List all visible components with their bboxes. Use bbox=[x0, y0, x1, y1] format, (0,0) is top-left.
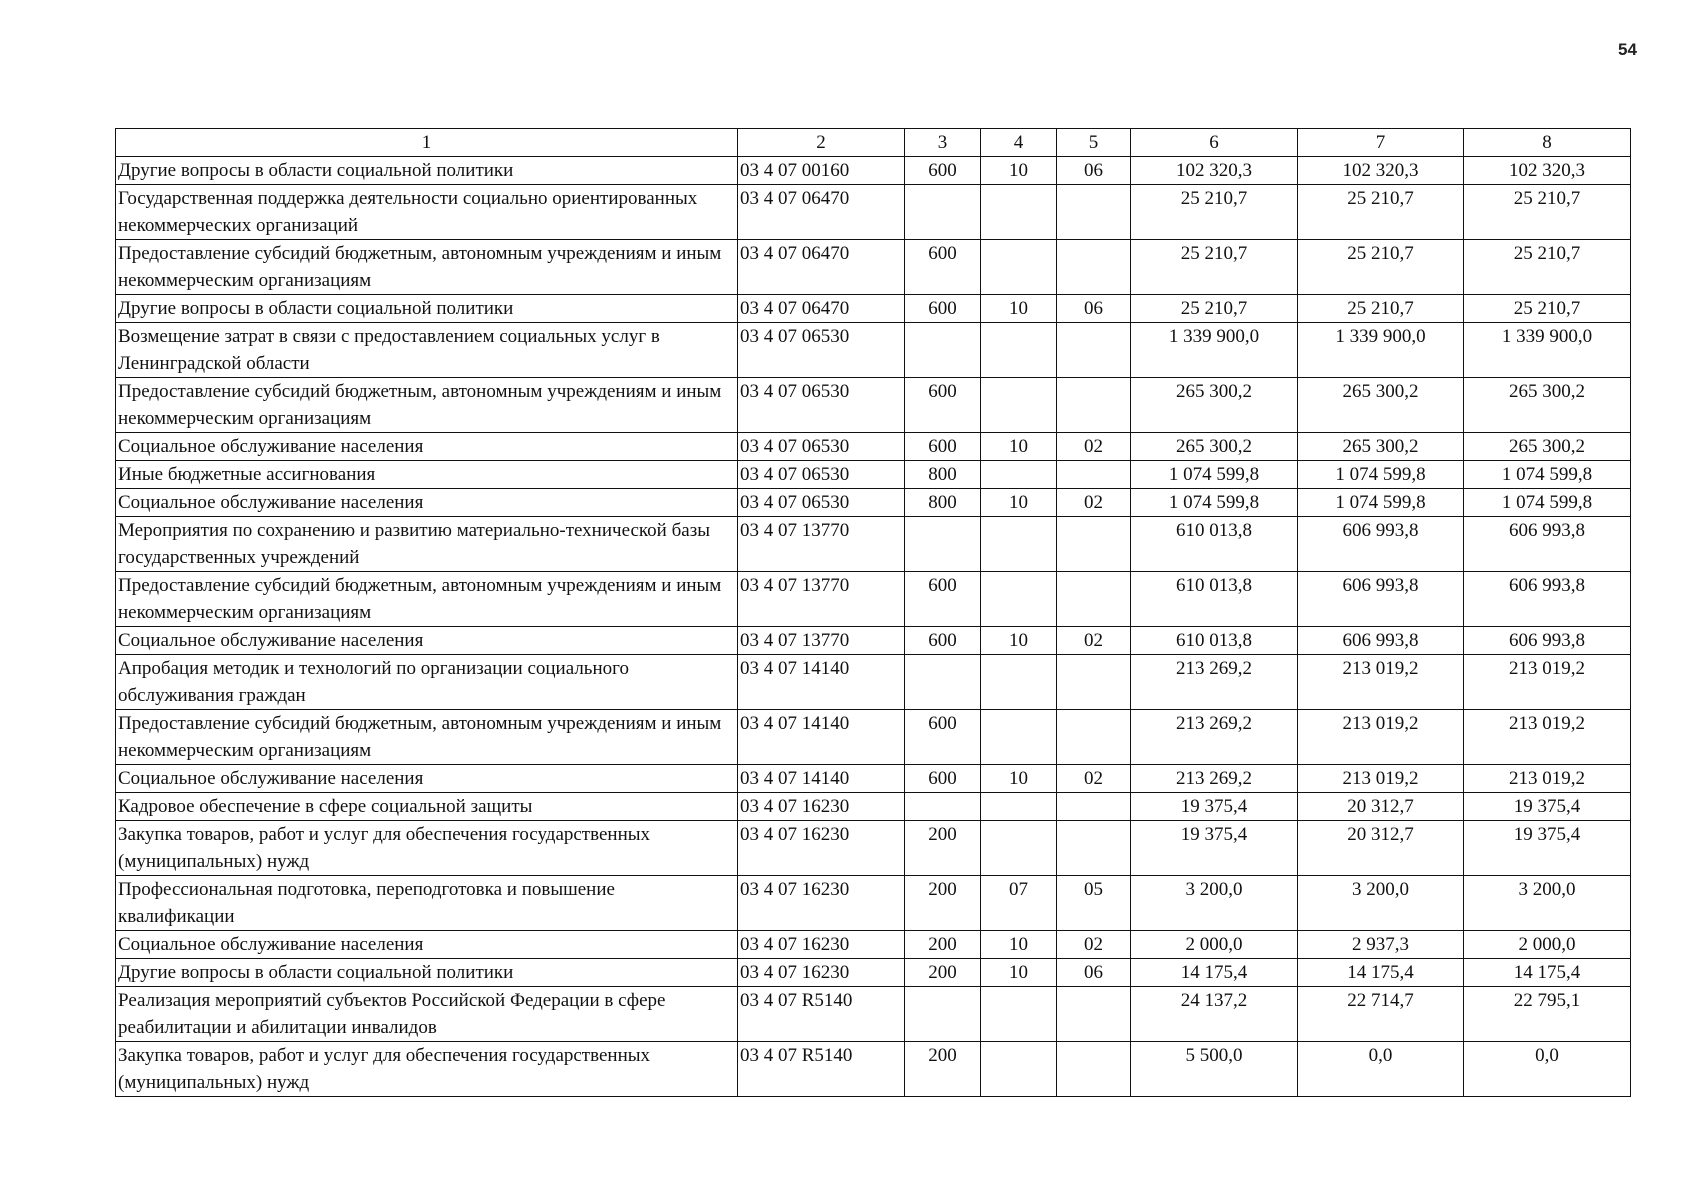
cell-amount-col8: 25 210,7 bbox=[1464, 240, 1631, 295]
cell-amount-col8: 19 375,4 bbox=[1464, 821, 1631, 876]
cell-subsection: 05 bbox=[1057, 876, 1131, 931]
cell-section: 10 bbox=[981, 627, 1057, 655]
cell-subsection bbox=[1057, 793, 1131, 821]
table-row bbox=[116, 185, 1631, 240]
cell-amount-col6: 24 137,2 bbox=[1131, 987, 1298, 1042]
cell-target-code: 03 4 07 13770 bbox=[738, 572, 905, 627]
cell-amount-col7: 102 320,3 bbox=[1298, 157, 1464, 185]
table-row bbox=[116, 1042, 1631, 1097]
cell-amount-col6: 14 175,4 bbox=[1131, 959, 1298, 987]
cell-amount-col8: 1 339 900,0 bbox=[1464, 323, 1631, 378]
cell-item-name: Другие вопросы в области социальной политики bbox=[116, 295, 738, 323]
cell-target-code: 03 4 07 06530 bbox=[738, 433, 905, 461]
cell-amount-col7: 606 993,8 bbox=[1298, 627, 1464, 655]
cell-section: 07 bbox=[981, 876, 1057, 931]
table-row bbox=[116, 876, 1631, 931]
cell-amount-col7: 265 300,2 bbox=[1298, 378, 1464, 433]
cell-item-name: Закупка товаров, работ и услуг для обеспечения государственных (муниципальных) нужд bbox=[116, 821, 738, 876]
cell-section bbox=[981, 793, 1057, 821]
col-header-7: 7 bbox=[1298, 129, 1464, 157]
cell-expense-type: 200 bbox=[905, 876, 981, 931]
cell-amount-col8: 213 019,2 bbox=[1464, 765, 1631, 793]
table-row bbox=[116, 987, 1631, 1042]
cell-target-code: 03 4 07 00160 bbox=[738, 157, 905, 185]
cell-subsection: 06 bbox=[1057, 959, 1131, 987]
col-header-8: 8 bbox=[1464, 129, 1631, 157]
cell-amount-col8: 265 300,2 bbox=[1464, 433, 1631, 461]
cell-amount-col6: 25 210,7 bbox=[1131, 295, 1298, 323]
cell-target-code: 03 4 07 16230 bbox=[738, 931, 905, 959]
cell-subsection bbox=[1057, 378, 1131, 433]
cell-item-name: Социальное обслуживание населения bbox=[116, 931, 738, 959]
cell-amount-col6: 213 269,2 bbox=[1131, 710, 1298, 765]
cell-target-code: 03 4 07 14140 bbox=[738, 765, 905, 793]
cell-target-code: 03 4 07 13770 bbox=[738, 627, 905, 655]
cell-amount-col6: 5 500,0 bbox=[1131, 1042, 1298, 1097]
table-row bbox=[116, 378, 1631, 433]
cell-section bbox=[981, 185, 1057, 240]
cell-section bbox=[981, 1042, 1057, 1097]
col-header-5: 5 bbox=[1057, 129, 1131, 157]
cell-subsection bbox=[1057, 572, 1131, 627]
table-row bbox=[116, 295, 1631, 323]
cell-expense-type: 600 bbox=[905, 765, 981, 793]
cell-item-name: Предоставление субсидий бюджетным, автономным учреждениям и иным некоммерческим организациям bbox=[116, 710, 738, 765]
cell-amount-col6: 213 269,2 bbox=[1131, 765, 1298, 793]
cell-amount-col8: 14 175,4 bbox=[1464, 959, 1631, 987]
cell-expense-type bbox=[905, 793, 981, 821]
cell-subsection: 06 bbox=[1057, 157, 1131, 185]
table-row bbox=[116, 959, 1631, 987]
cell-amount-col8: 606 993,8 bbox=[1464, 572, 1631, 627]
cell-section bbox=[981, 572, 1057, 627]
cell-expense-type: 600 bbox=[905, 378, 981, 433]
cell-amount-col7: 20 312,7 bbox=[1298, 793, 1464, 821]
cell-item-name: Кадровое обеспечение в сфере социальной защиты bbox=[116, 793, 738, 821]
table-row bbox=[116, 240, 1631, 295]
cell-item-name: Возмещение затрат в связи с предоставлением социальных услуг в Ленинградской области bbox=[116, 323, 738, 378]
table-row bbox=[116, 323, 1631, 378]
cell-amount-col6: 610 013,8 bbox=[1131, 517, 1298, 572]
cell-target-code: 03 4 07 16230 bbox=[738, 959, 905, 987]
cell-amount-col8: 25 210,7 bbox=[1464, 295, 1631, 323]
cell-amount-col7: 213 019,2 bbox=[1298, 655, 1464, 710]
cell-expense-type bbox=[905, 517, 981, 572]
cell-item-name: Иные бюджетные ассигнования bbox=[116, 461, 738, 489]
cell-amount-col8: 19 375,4 bbox=[1464, 793, 1631, 821]
cell-item-name: Реализация мероприятий субъектов Российской Федерации в сфере реабилитации и абилитации инвалидов bbox=[116, 987, 738, 1042]
cell-target-code: 03 4 07 16230 bbox=[738, 793, 905, 821]
table-row bbox=[116, 572, 1631, 627]
cell-amount-col8: 102 320,3 bbox=[1464, 157, 1631, 185]
table-row bbox=[116, 793, 1631, 821]
cell-amount-col7: 606 993,8 bbox=[1298, 572, 1464, 627]
cell-subsection bbox=[1057, 821, 1131, 876]
cell-amount-col6: 1 339 900,0 bbox=[1131, 323, 1298, 378]
cell-amount-col8: 265 300,2 bbox=[1464, 378, 1631, 433]
cell-expense-type bbox=[905, 987, 981, 1042]
cell-expense-type: 200 bbox=[905, 1042, 981, 1097]
cell-expense-type: 800 bbox=[905, 461, 981, 489]
col-header-2: 2 bbox=[738, 129, 905, 157]
cell-amount-col7: 0,0 bbox=[1298, 1042, 1464, 1097]
cell-section bbox=[981, 517, 1057, 572]
cell-amount-col7: 1 074 599,8 bbox=[1298, 489, 1464, 517]
cell-amount-col7: 14 175,4 bbox=[1298, 959, 1464, 987]
cell-amount-col6: 610 013,8 bbox=[1131, 572, 1298, 627]
cell-section bbox=[981, 710, 1057, 765]
cell-subsection bbox=[1057, 710, 1131, 765]
cell-amount-col6: 1 074 599,8 bbox=[1131, 489, 1298, 517]
cell-amount-col6: 25 210,7 bbox=[1131, 240, 1298, 295]
table-row bbox=[116, 710, 1631, 765]
cell-amount-col6: 3 200,0 bbox=[1131, 876, 1298, 931]
cell-section bbox=[981, 987, 1057, 1042]
cell-amount-col8: 1 074 599,8 bbox=[1464, 461, 1631, 489]
cell-amount-col6: 19 375,4 bbox=[1131, 821, 1298, 876]
table-header-row bbox=[116, 129, 1631, 157]
cell-amount-col6: 19 375,4 bbox=[1131, 793, 1298, 821]
table-row bbox=[116, 433, 1631, 461]
cell-amount-col8: 213 019,2 bbox=[1464, 655, 1631, 710]
cell-subsection bbox=[1057, 240, 1131, 295]
cell-amount-col7: 25 210,7 bbox=[1298, 240, 1464, 295]
cell-amount-col7: 213 019,2 bbox=[1298, 710, 1464, 765]
cell-section bbox=[981, 461, 1057, 489]
table-row bbox=[116, 489, 1631, 517]
cell-section: 10 bbox=[981, 433, 1057, 461]
cell-target-code: 03 4 07 06530 bbox=[738, 461, 905, 489]
cell-amount-col6: 265 300,2 bbox=[1131, 433, 1298, 461]
cell-expense-type bbox=[905, 323, 981, 378]
cell-amount-col6: 610 013,8 bbox=[1131, 627, 1298, 655]
budget-table bbox=[115, 128, 1631, 1097]
cell-amount-col6: 1 074 599,8 bbox=[1131, 461, 1298, 489]
cell-amount-col7: 1 339 900,0 bbox=[1298, 323, 1464, 378]
cell-amount-col7: 1 074 599,8 bbox=[1298, 461, 1464, 489]
cell-amount-col8: 1 074 599,8 bbox=[1464, 489, 1631, 517]
cell-subsection bbox=[1057, 461, 1131, 489]
cell-target-code: 03 4 07 14140 bbox=[738, 710, 905, 765]
col-header-6: 6 bbox=[1131, 129, 1298, 157]
cell-target-code: 03 4 07 13770 bbox=[738, 517, 905, 572]
cell-section: 10 bbox=[981, 157, 1057, 185]
cell-section bbox=[981, 323, 1057, 378]
cell-item-name: Другие вопросы в области социальной политики bbox=[116, 157, 738, 185]
table-body bbox=[116, 157, 1631, 1097]
table-row bbox=[116, 517, 1631, 572]
cell-item-name: Социальное обслуживание населения bbox=[116, 433, 738, 461]
cell-section bbox=[981, 378, 1057, 433]
cell-target-code: 03 4 07 R5140 bbox=[738, 987, 905, 1042]
cell-target-code: 03 4 07 06470 bbox=[738, 240, 905, 295]
cell-expense-type: 600 bbox=[905, 240, 981, 295]
cell-section bbox=[981, 655, 1057, 710]
cell-target-code: 03 4 07 06530 bbox=[738, 489, 905, 517]
cell-item-name: Закупка товаров, работ и услуг для обеспечения государственных (муниципальных) нужд bbox=[116, 1042, 738, 1097]
cell-item-name: Предоставление субсидий бюджетным, автономным учреждениям и иным некоммерческим организациям bbox=[116, 572, 738, 627]
cell-item-name: Социальное обслуживание населения bbox=[116, 627, 738, 655]
cell-subsection: 02 bbox=[1057, 765, 1131, 793]
cell-subsection: 02 bbox=[1057, 627, 1131, 655]
cell-section bbox=[981, 240, 1057, 295]
cell-subsection bbox=[1057, 987, 1131, 1042]
col-header-4: 4 bbox=[981, 129, 1057, 157]
cell-amount-col6: 102 320,3 bbox=[1131, 157, 1298, 185]
cell-amount-col7: 25 210,7 bbox=[1298, 295, 1464, 323]
cell-subsection bbox=[1057, 1042, 1131, 1097]
cell-amount-col8: 213 019,2 bbox=[1464, 710, 1631, 765]
cell-amount-col8: 606 993,8 bbox=[1464, 627, 1631, 655]
cell-amount-col7: 606 993,8 bbox=[1298, 517, 1464, 572]
cell-amount-col7: 20 312,7 bbox=[1298, 821, 1464, 876]
cell-expense-type: 200 bbox=[905, 931, 981, 959]
cell-expense-type: 600 bbox=[905, 157, 981, 185]
cell-expense-type bbox=[905, 655, 981, 710]
cell-subsection: 02 bbox=[1057, 931, 1131, 959]
cell-section bbox=[981, 821, 1057, 876]
cell-expense-type: 600 bbox=[905, 295, 981, 323]
cell-subsection bbox=[1057, 655, 1131, 710]
cell-target-code: 03 4 07 16230 bbox=[738, 821, 905, 876]
cell-amount-col7: 213 019,2 bbox=[1298, 765, 1464, 793]
cell-section: 10 bbox=[981, 295, 1057, 323]
col-header-1: 1 bbox=[116, 129, 738, 157]
cell-expense-type: 600 bbox=[905, 710, 981, 765]
cell-expense-type: 600 bbox=[905, 572, 981, 627]
cell-section: 10 bbox=[981, 959, 1057, 987]
cell-item-name: Предоставление субсидий бюджетным, автономным учреждениям и иным некоммерческим организациям bbox=[116, 378, 738, 433]
cell-target-code: 03 4 07 06470 bbox=[738, 295, 905, 323]
cell-amount-col7: 2 937,3 bbox=[1298, 931, 1464, 959]
cell-target-code: 03 4 07 16230 bbox=[738, 876, 905, 931]
cell-item-name: Апробация методик и технологий по организации социального обслуживания граждан bbox=[116, 655, 738, 710]
cell-item-name: Предоставление субсидий бюджетным, автономным учреждениям и иным некоммерческим организациям bbox=[116, 240, 738, 295]
table-row bbox=[116, 157, 1631, 185]
table-row bbox=[116, 765, 1631, 793]
cell-item-name: Социальное обслуживание населения bbox=[116, 765, 738, 793]
cell-item-name: Социальное обслуживание населения bbox=[116, 489, 738, 517]
cell-section: 10 bbox=[981, 931, 1057, 959]
cell-target-code: 03 4 07 06530 bbox=[738, 323, 905, 378]
cell-amount-col6: 25 210,7 bbox=[1131, 185, 1298, 240]
cell-item-name: Профессиональная подготовка, переподготовка и повышение квалификации bbox=[116, 876, 738, 931]
cell-amount-col8: 2 000,0 bbox=[1464, 931, 1631, 959]
cell-item-name: Государственная поддержка деятельности социально ориентированных некоммерческих организаций bbox=[116, 185, 738, 240]
cell-section: 10 bbox=[981, 765, 1057, 793]
cell-amount-col8: 606 993,8 bbox=[1464, 517, 1631, 572]
cell-expense-type: 200 bbox=[905, 821, 981, 876]
cell-target-code: 03 4 07 06470 bbox=[738, 185, 905, 240]
cell-subsection: 02 bbox=[1057, 433, 1131, 461]
cell-amount-col7: 3 200,0 bbox=[1298, 876, 1464, 931]
cell-target-code: 03 4 07 R5140 bbox=[738, 1042, 905, 1097]
cell-amount-col7: 265 300,2 bbox=[1298, 433, 1464, 461]
page-number: 54 bbox=[1618, 40, 1637, 59]
cell-amount-col8: 0,0 bbox=[1464, 1042, 1631, 1097]
cell-expense-type: 600 bbox=[905, 433, 981, 461]
cell-amount-col7: 22 714,7 bbox=[1298, 987, 1464, 1042]
cell-item-name: Другие вопросы в области социальной политики bbox=[116, 959, 738, 987]
cell-amount-col8: 25 210,7 bbox=[1464, 185, 1631, 240]
table-row bbox=[116, 931, 1631, 959]
col-header-3: 3 bbox=[905, 129, 981, 157]
table-row bbox=[116, 461, 1631, 489]
cell-expense-type: 600 bbox=[905, 627, 981, 655]
cell-subsection bbox=[1057, 517, 1131, 572]
cell-subsection: 06 bbox=[1057, 295, 1131, 323]
cell-amount-col8: 22 795,1 bbox=[1464, 987, 1631, 1042]
table-row bbox=[116, 655, 1631, 710]
cell-amount-col8: 3 200,0 bbox=[1464, 876, 1631, 931]
cell-expense-type: 200 bbox=[905, 959, 981, 987]
table-row bbox=[116, 821, 1631, 876]
cell-section: 10 bbox=[981, 489, 1057, 517]
cell-subsection: 02 bbox=[1057, 489, 1131, 517]
cell-target-code: 03 4 07 06530 bbox=[738, 378, 905, 433]
cell-subsection bbox=[1057, 323, 1131, 378]
cell-expense-type: 800 bbox=[905, 489, 981, 517]
cell-subsection bbox=[1057, 185, 1131, 240]
cell-expense-type bbox=[905, 185, 981, 240]
cell-amount-col7: 25 210,7 bbox=[1298, 185, 1464, 240]
cell-target-code: 03 4 07 14140 bbox=[738, 655, 905, 710]
cell-amount-col6: 265 300,2 bbox=[1131, 378, 1298, 433]
cell-amount-col6: 213 269,2 bbox=[1131, 655, 1298, 710]
cell-amount-col6: 2 000,0 bbox=[1131, 931, 1298, 959]
table-row bbox=[116, 627, 1631, 655]
cell-item-name: Мероприятия по сохранению и развитию материально-технической базы государственных учреждений bbox=[116, 517, 738, 572]
